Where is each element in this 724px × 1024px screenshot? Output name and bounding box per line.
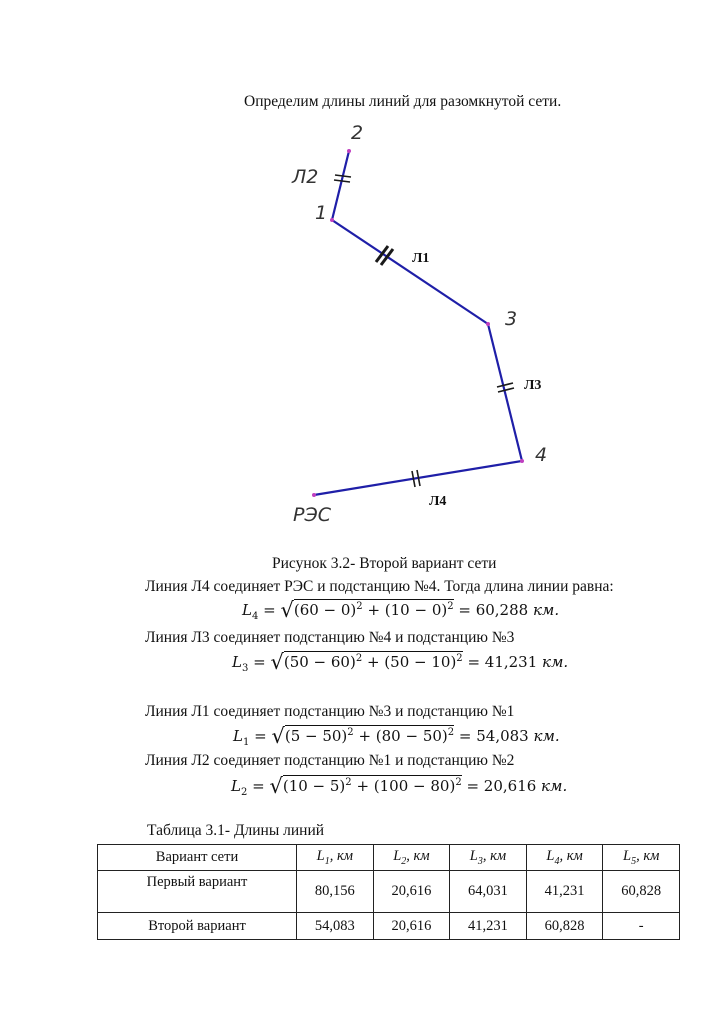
formula-l2-term2: + (100 − 80) xyxy=(351,777,456,795)
formula-l3-symbol: L xyxy=(232,653,242,671)
sqrt-icon: √ xyxy=(271,724,285,748)
tick-l3-b xyxy=(498,388,514,392)
table-cell: 60,828 xyxy=(603,871,680,913)
formula-l1-term2: + (80 − 50) xyxy=(353,727,448,745)
table-cell-variant: Первый вариант xyxy=(98,871,297,913)
table-header-variant: Вариант сети xyxy=(98,845,297,871)
node-point-res xyxy=(312,493,316,497)
table-header-l3: $L_3$, км xyxy=(450,845,527,871)
table-cell: 64,031 xyxy=(450,871,527,913)
node-label-4: 4 xyxy=(535,444,548,466)
formula-l3-sub: 3 xyxy=(241,663,249,674)
formula-l2-sub: 2 xyxy=(240,787,248,798)
sqrt-icon: √ xyxy=(270,650,284,674)
tick-l2-b xyxy=(334,180,350,182)
formula-l1-radicand: $(5 - 50)^2 + (80 - 50)^2$ xyxy=(284,727,455,745)
table-header-l4: $L_4$, км xyxy=(526,845,603,871)
line-ticks xyxy=(334,175,514,487)
node-labels xyxy=(291,122,547,526)
formula-l3: $L_3 = √(50 - 60)^2 + (50 - 10)^2 = 41,231$ км. xyxy=(232,650,569,674)
paragraph-l3: Линия Л3 соединяет подстанцию №4 и подстанцию №3 xyxy=(145,629,515,646)
table-cell-variant: Второй вариант xyxy=(98,913,297,940)
formula-l2-radicand: $(10 - 5)^2 + (100 - 80)^2$ xyxy=(282,777,462,795)
table-cell: 41,231 xyxy=(450,913,527,940)
table-cell: 20,616 xyxy=(373,913,450,940)
table-cell: 54,083 xyxy=(297,913,374,940)
line-segments xyxy=(314,151,522,495)
formula-l4-sub: 4 xyxy=(251,611,259,622)
formula-l1-result: = 54,083 xyxy=(454,727,534,745)
sqrt-icon: √ xyxy=(269,774,283,798)
formula-l4: $L_4 = √(60 - 0)^2 + (10 - 0)^2 = 60,288$ км. xyxy=(242,598,560,622)
formula-l2: $L_2 = √(10 - 5)^2 + (100 - 80)^2 = 20,616$ км. xyxy=(231,774,568,798)
intro-text: Определим длины линий для разомкнутой сети. xyxy=(244,93,562,110)
node-point-4 xyxy=(520,459,524,463)
table-row xyxy=(98,913,680,940)
network-polyline xyxy=(314,151,522,495)
node-label-2: 2 xyxy=(351,122,364,144)
formula-l4-result: = 60,288 xyxy=(453,601,533,619)
node-point-1 xyxy=(330,218,334,222)
formula-l4-term1: (60 − 0) xyxy=(293,601,357,619)
tick-l3-a xyxy=(497,383,513,387)
tick-l2-a xyxy=(335,175,351,177)
formula-l1-sub: 1 xyxy=(242,737,250,748)
paragraph-l4: Линия Л4 соединяет РЭС и подстанцию №4. Тогда длина линии равна: xyxy=(145,578,614,595)
formula-l3-result: = 41,231 xyxy=(462,653,543,671)
formula-l2-symbol: L xyxy=(231,777,241,795)
formula-l3-radicand: $(50 - 60)^2 + (50 - 10)^2$ xyxy=(283,653,463,671)
line-lengths-table xyxy=(97,844,680,940)
table-title: Таблица 3.1- Длины линий xyxy=(147,822,325,839)
line-label-l3: Л3 xyxy=(524,378,542,393)
table-header-l1: $L_1$, км xyxy=(297,845,374,871)
table-cell: 80,156 xyxy=(297,871,374,913)
line-label-l2: Л2 xyxy=(292,166,319,188)
table-header-l2: $L_2$, км xyxy=(373,845,450,871)
table-header-row xyxy=(98,845,680,871)
formula-l1-term1: (5 − 50) xyxy=(284,727,348,745)
formula-l1-unit: км. xyxy=(533,727,560,745)
formula-l2-term1: (10 − 5) xyxy=(282,777,346,795)
figure-caption: Рисунок 3.2- Второй вариант сети xyxy=(272,555,497,572)
node-point-3 xyxy=(486,322,490,326)
paragraph-l1: Линия Л1 соединяет подстанцию №3 и подстанцию №1 xyxy=(145,703,515,720)
table-header-l5: $L_5$, км xyxy=(603,845,680,871)
table-cell: 20,616 xyxy=(373,871,450,913)
sqrt-icon: √ xyxy=(280,598,294,622)
line-label-l1: Л1 xyxy=(412,251,430,266)
formula-l3-term2: + (50 − 10) xyxy=(362,653,457,671)
node-label-res: РЭС xyxy=(293,504,331,526)
node-points xyxy=(312,149,524,497)
formula-l4-symbol: L xyxy=(242,601,252,619)
node-label-1: 1 xyxy=(315,202,328,224)
formula-l1-symbol: L xyxy=(233,727,243,745)
formula-l3-unit: км. xyxy=(542,653,569,671)
formula-l4-term2: + (10 − 0) xyxy=(362,601,448,619)
line-labels xyxy=(412,251,541,509)
formula-l4-radicand: $(60 - 0)^2 + (10 - 0)^2$ xyxy=(293,601,454,619)
table-cell: 60,828 xyxy=(526,913,603,940)
table-cell: - xyxy=(603,913,680,940)
formula-l2-result: = 20,616 xyxy=(461,777,542,795)
formula-l4-unit: км. xyxy=(532,601,560,619)
table-row xyxy=(98,871,680,913)
formula-l2-unit: км. xyxy=(541,777,568,795)
formula-l1: $L_1 = √(5 - 50)^2 + (80 - 50)^2 = 54,083$ км. xyxy=(233,724,560,748)
paragraph-l2: Линия Л2 соединяет подстанцию №1 и подстанцию №2 xyxy=(145,752,515,769)
line-label-l4: Л4 xyxy=(429,494,447,509)
node-point-2 xyxy=(347,149,351,153)
formula-l3-term1: (50 − 60) xyxy=(283,653,356,671)
node-label-3: 3 xyxy=(505,308,518,330)
table-cell: 41,231 xyxy=(526,871,603,913)
